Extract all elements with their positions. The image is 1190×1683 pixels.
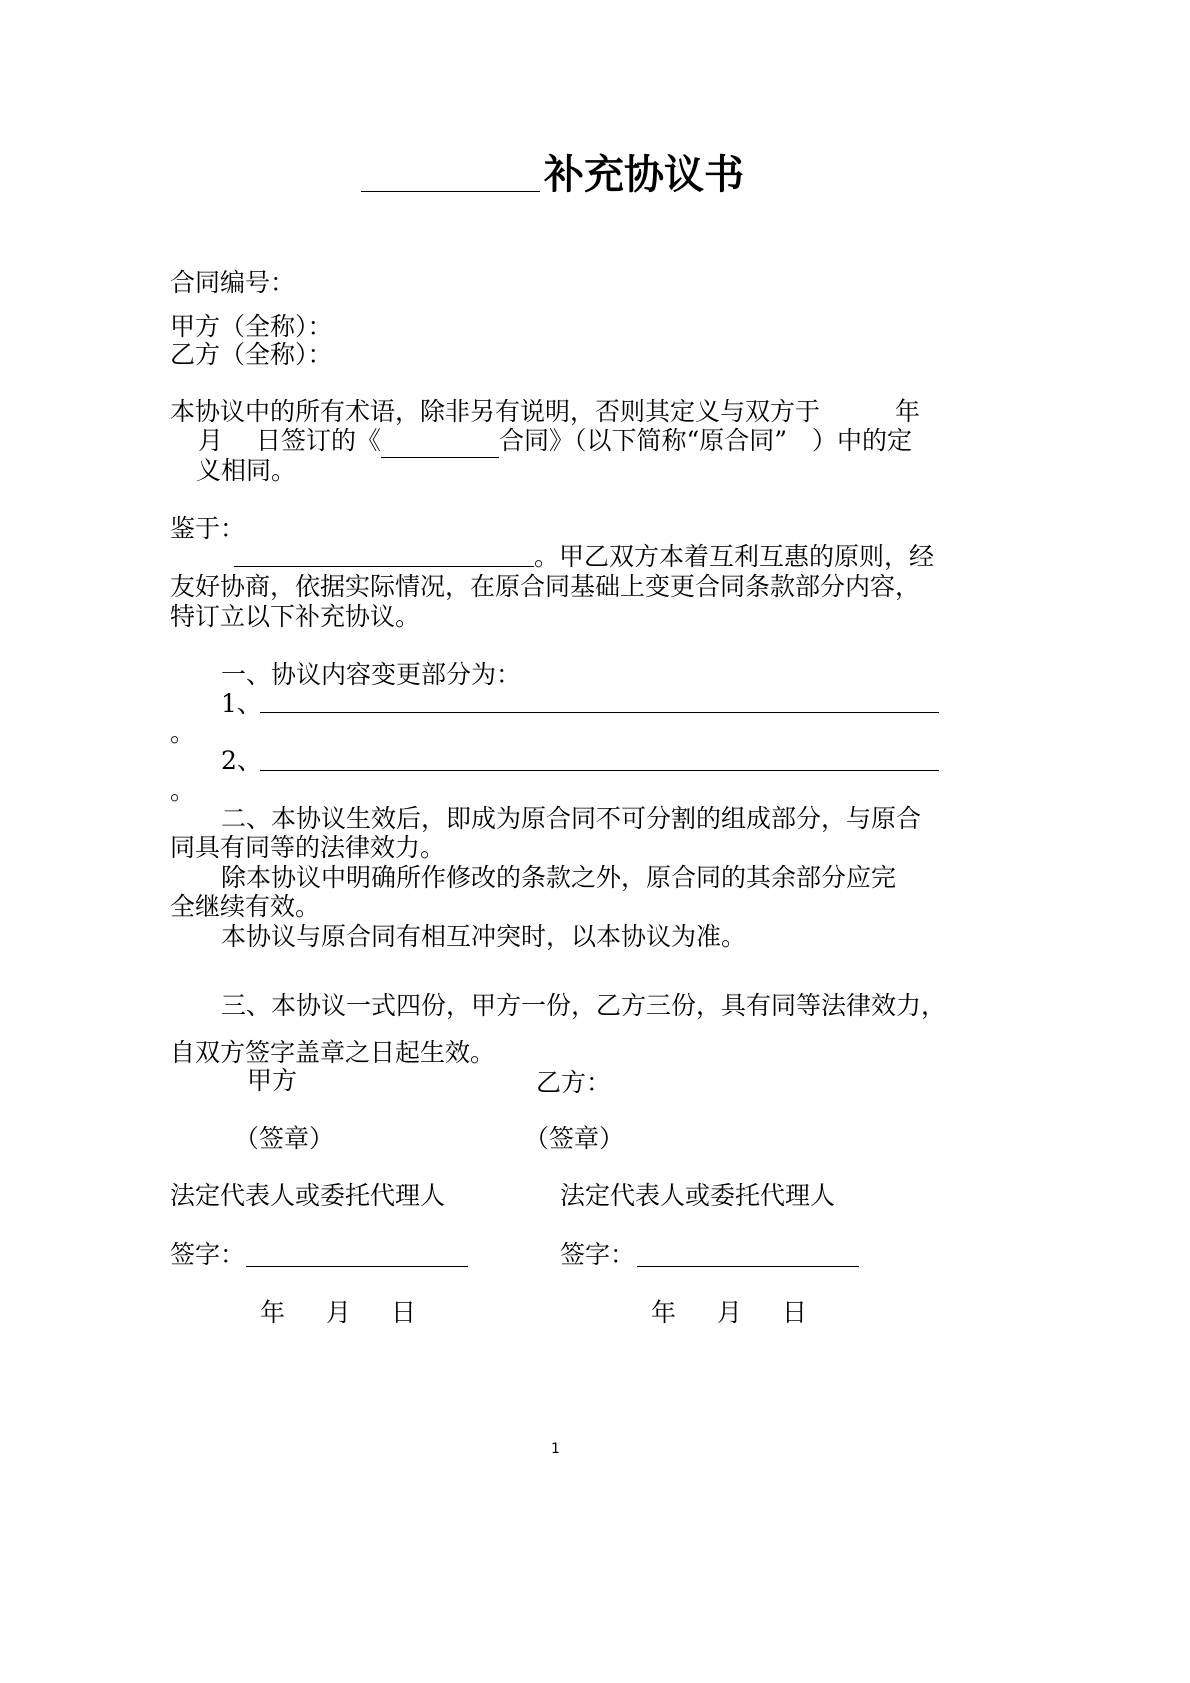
party-b-seal: （签章）	[524, 1124, 625, 1153]
party-b-signature-label: 乙方：	[536, 1068, 612, 1097]
section-2-line-1: 二、本协议生效后，即成为原合同不可分割的组成部分，与原合	[221, 804, 922, 833]
party-a-seal: （签章）	[234, 1124, 335, 1153]
contract-number-label: 合同编号：	[170, 268, 296, 297]
party-a-signature-label: 甲方	[247, 1066, 298, 1095]
section-2-line-2: 同具有同等的法律效力。	[170, 833, 446, 862]
item-1-blank-line	[260, 712, 939, 713]
terms-line-2	[198, 425, 912, 458]
terms-line-1: 本协议中的所有术语，除非另有说明，否则其定义与双方于 年	[170, 397, 921, 426]
contract-name-blank	[381, 425, 499, 458]
party-a-representative: 法定代表人或委托代理人	[170, 1181, 446, 1210]
section-2-line-4: 全继续有效。	[170, 892, 321, 921]
item-2-prefix: 2、	[221, 746, 262, 775]
party-b-date-month: 月	[717, 1298, 743, 1327]
page-number: 1	[551, 1441, 560, 1457]
section-1-heading: 一、协议内容变更部分为：	[221, 660, 522, 689]
section-2-line-5: 本协议与原合同有相互冲突时，以本协议为准。	[221, 922, 747, 951]
terms-line-3: 义相同。	[196, 456, 297, 485]
section-2-line-3: 除本协议中明确所作修改的条款之外，原合同的其余部分应完	[221, 863, 897, 892]
party-a-sign-line	[246, 1266, 468, 1267]
party-a-date-year: 年	[260, 1298, 286, 1327]
party-a-fullname-label: 甲方（全称）：	[170, 312, 333, 341]
terms-line-2-start: 月 日签订的《	[198, 426, 381, 455]
whereas-line-2: 友好协商，依据实际情况，在原合同基础上变更合同条款部分内容，	[170, 572, 921, 601]
title-blank-line	[361, 191, 540, 192]
item-1-period: 。	[170, 718, 196, 747]
party-b-date-day: 日	[782, 1298, 808, 1327]
whereas-label: 鉴于：	[170, 514, 246, 543]
whereas-line-1-tail: 。甲乙双方本着互利互惠的原则，经	[534, 542, 935, 571]
party-b-sign-line	[637, 1266, 859, 1267]
party-a-date-month: 月	[326, 1298, 352, 1327]
party-b-fullname-label: 乙方（全称）：	[170, 340, 333, 369]
party-b-representative: 法定代表人或委托代理人	[560, 1181, 836, 1210]
item-2-blank-line	[260, 770, 939, 771]
party-b-sign-label: 签字：	[560, 1240, 636, 1269]
item-2-period: 。	[170, 776, 196, 805]
item-1-prefix: 1、	[221, 689, 262, 718]
terms-line-2-end: 合同》（以下简称“原合同” ）中的定	[498, 426, 913, 455]
whereas-blank-line	[234, 566, 534, 567]
party-a-date-day: 日	[391, 1298, 417, 1327]
page-title: 补充协议书	[544, 152, 744, 198]
party-a-sign-label: 签字：	[170, 1240, 246, 1269]
party-b-date-year: 年	[651, 1298, 677, 1327]
whereas-line-3: 特订立以下补充协议。	[170, 602, 421, 631]
section-3-line-2: 自双方签字盖章之日起生效。	[170, 1038, 496, 1067]
section-3-line-1: 三、本协议一式四份，甲方一份，乙方三份，具有同等法律效力，	[221, 991, 947, 1020]
